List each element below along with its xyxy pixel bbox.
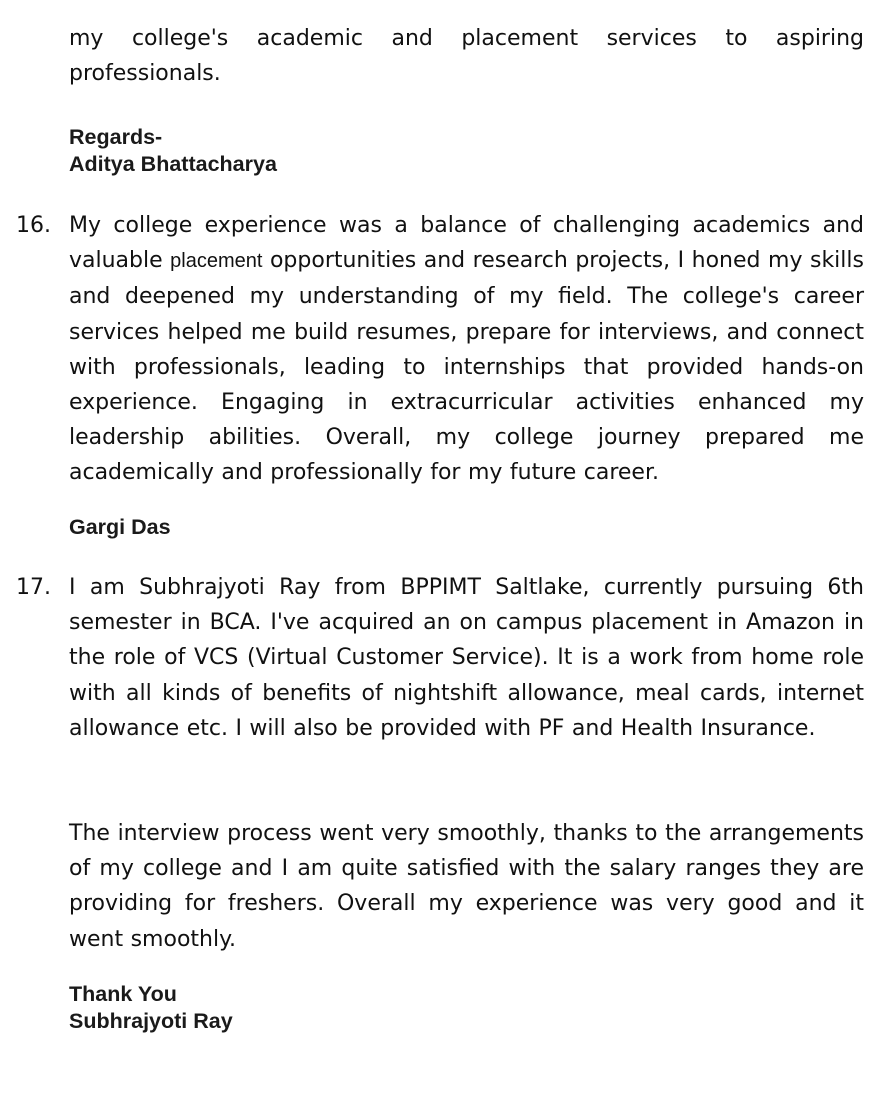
item-16-author: Gargi Das bbox=[69, 515, 171, 539]
item-16-text bbox=[69, 208, 864, 491]
item-17-paragraph-1: I am Subhrajyoti Ray from BPPIMT Saltlake, currently pursuing 6th semester in BCA. I've acquired an on campus placement in Amazon in the role of VCS (Virtual Customer Service). It is a work from home role with all kinds of benefits of nightshift allowance, meal cards, internet allowance etc. I will also be provided with PF and Health Insurance. bbox=[69, 575, 864, 741]
testimonial-15-author: Aditya Bhattacharya bbox=[69, 152, 277, 176]
testimonial-15-continued-text: my college's academic and placement services to aspiring professionals. bbox=[69, 26, 864, 87]
testimonial-15-signoff: Regards- bbox=[69, 125, 163, 149]
item-17-paragraph-2: The interview process went very smoothly, thanks to the arrangements of my college and I am quite satisfied with the salary ranges they are providing for freshers. Overall my experience was very good and it went smoothly. bbox=[69, 821, 864, 952]
item-16-text-small: placement bbox=[170, 250, 263, 273]
item-17-number: 17. bbox=[16, 575, 51, 600]
item-17-signoff: Thank You bbox=[69, 982, 177, 1006]
item-16-text-part2: opportunities and research projects, I honed my skills and deepened my understanding of my field. The college's career services helped me build resumes, prepare for interviews, and connect with professionals, leading to internships that provided hands-on experience. Engaging in extracurricular activities enhanced my leadership abilities. Overall, my college journey prepared me academically and professionally for my future career. bbox=[69, 248, 864, 486]
item-17-author: Subhrajyoti Ray bbox=[69, 1009, 233, 1033]
item-16-text-part1: My college experience was a balance of challenging academics and valuable bbox=[69, 213, 864, 274]
item-16-number: 16. bbox=[16, 213, 51, 238]
